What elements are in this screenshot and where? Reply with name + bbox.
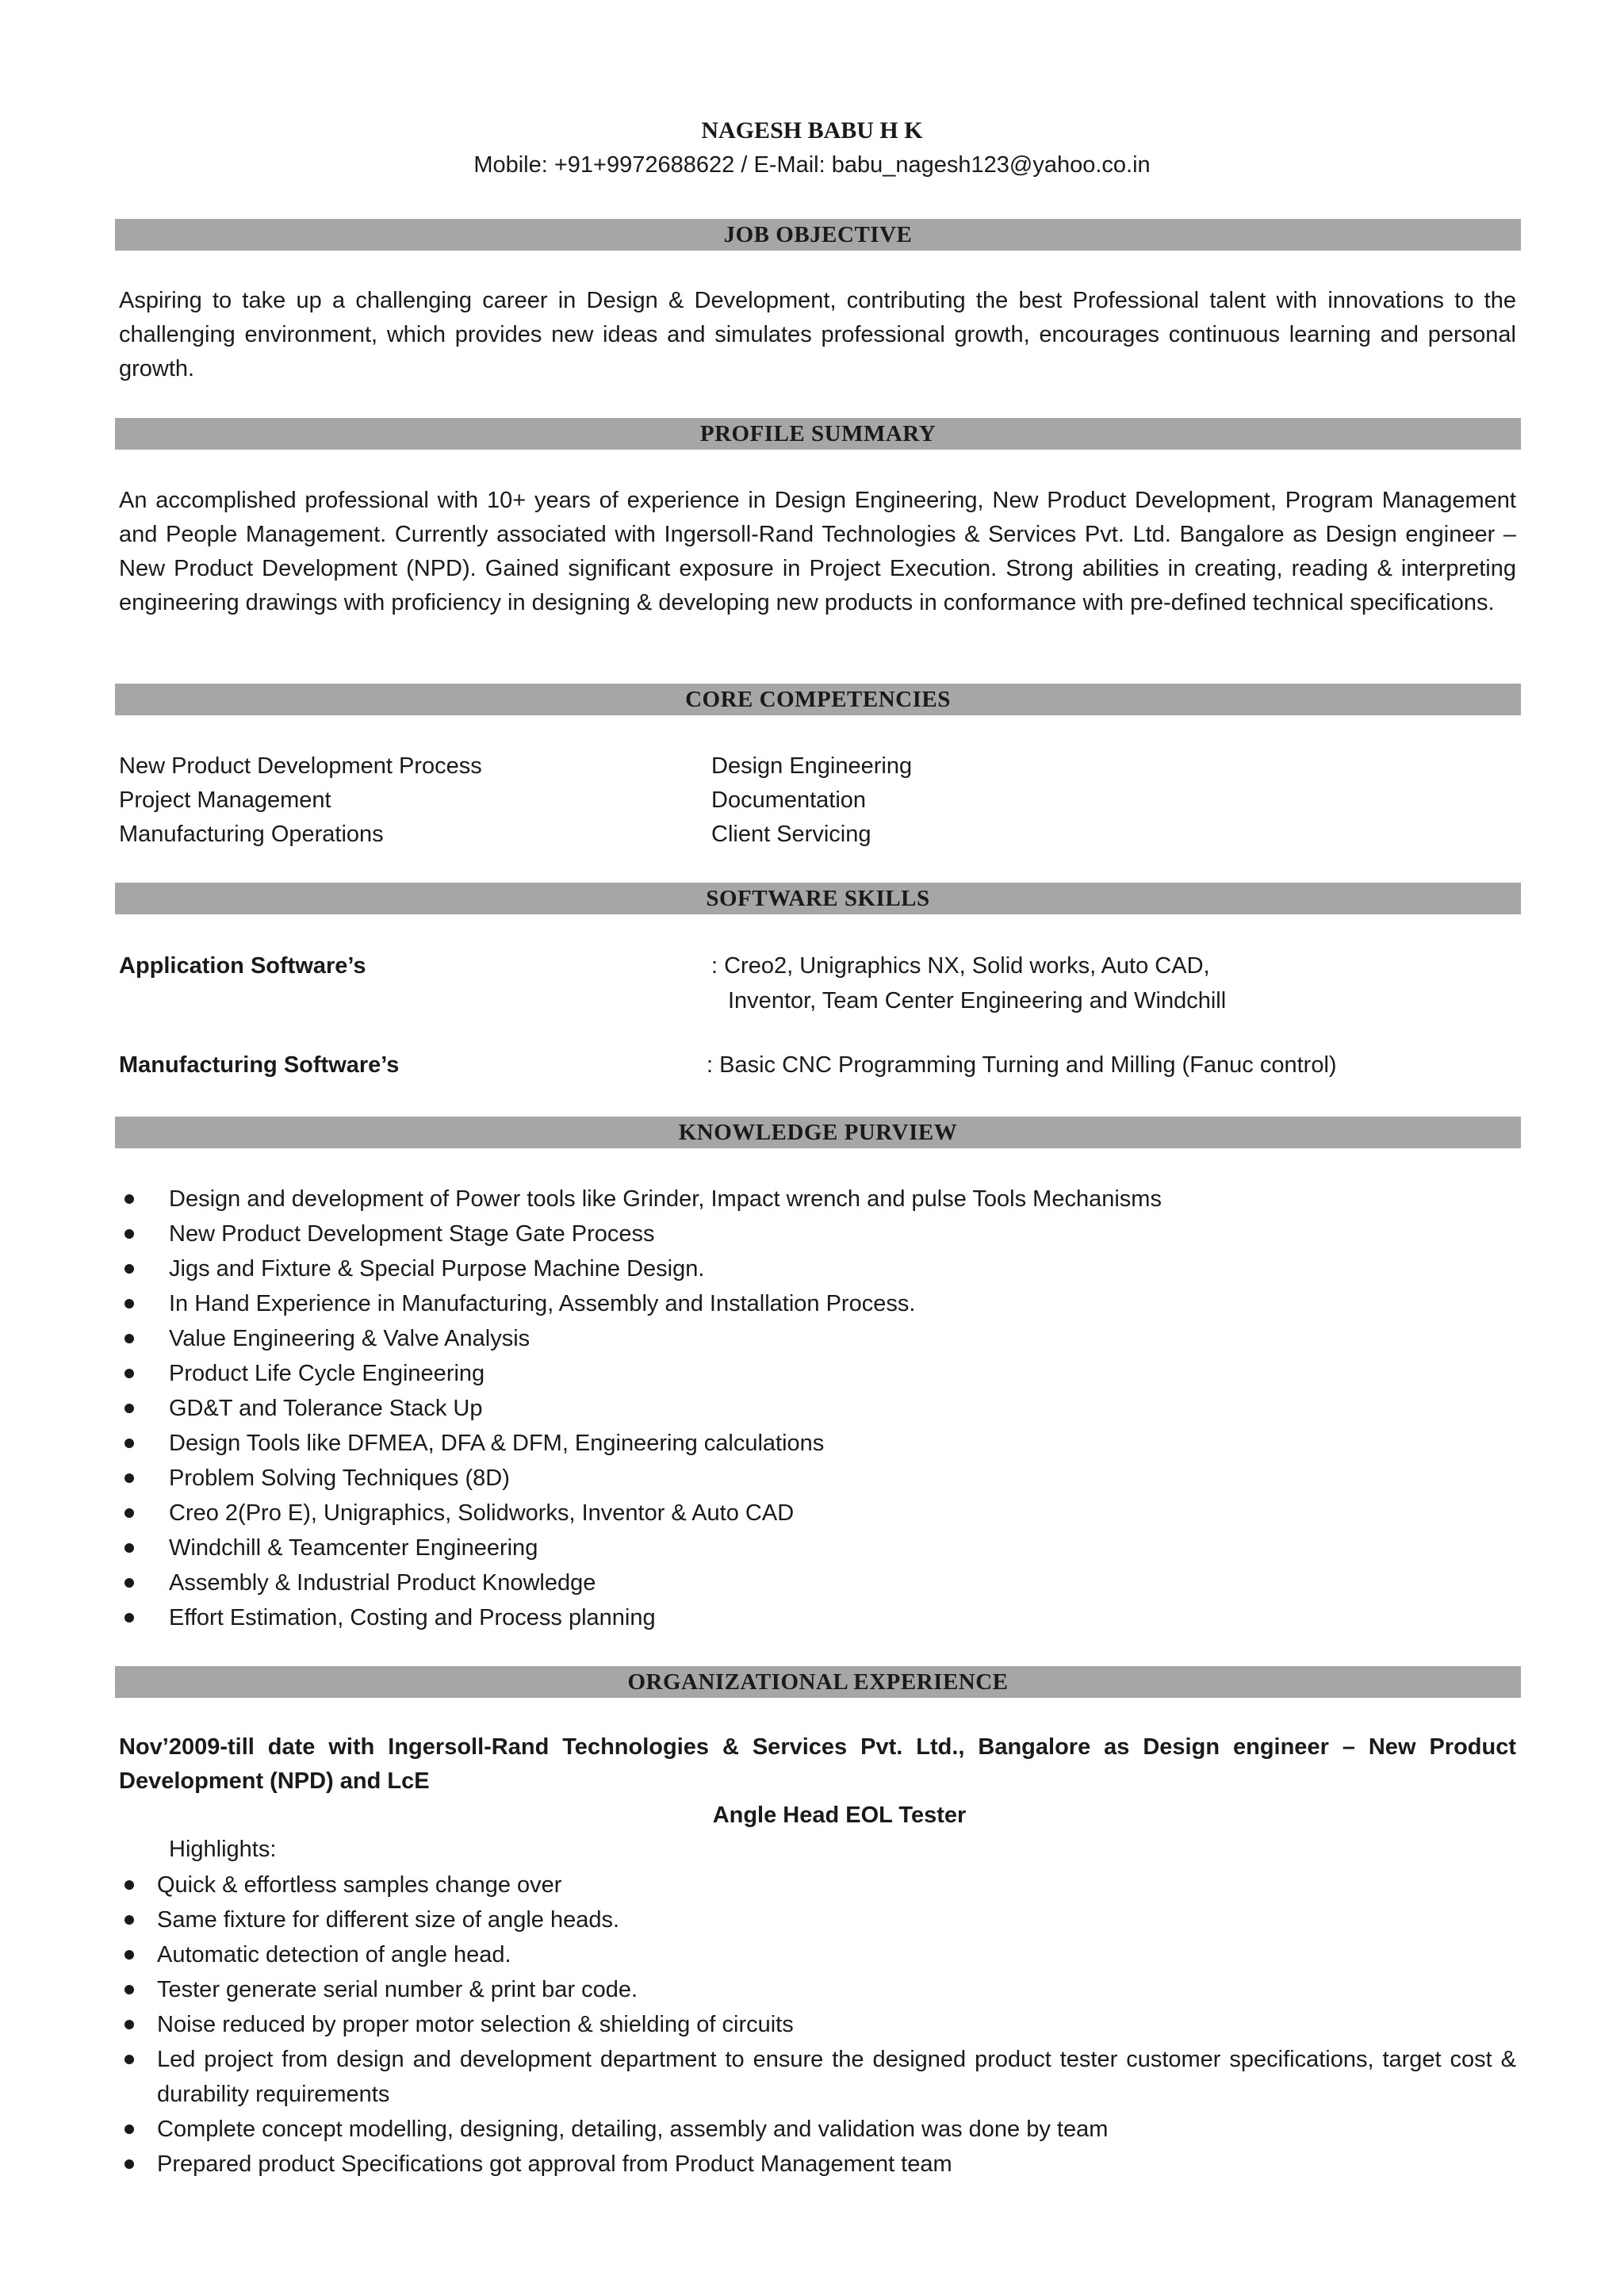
contact-line: Mobile: +91+9972688622 / E-Mail: babu_nagesh123@yahoo.co.in [473, 152, 1151, 178]
bullet-icon [124, 1369, 134, 1378]
list-item: In Hand Experience in Manufacturing, Assembly and Installation Process. [119, 1286, 1516, 1321]
competency-item: Client Servicing [711, 822, 871, 847]
bullet-icon [124, 2125, 134, 2134]
list-item: Problem Solving Techniques (8D) [119, 1461, 1516, 1496]
bullet-icon [124, 1950, 134, 1960]
list-item: Design and development of Power tools like Grinder, Impact wrench and pulse Tools Mechanisms [119, 1182, 1516, 1216]
bullet-icon [124, 1880, 134, 1890]
bullet-icon [124, 2055, 134, 2064]
section-header-job-objective: JOB OBJECTIVE [115, 219, 1521, 251]
bullet-icon [124, 1613, 134, 1623]
list-item: Tester generate serial number & print bar code. [119, 1972, 1516, 2007]
competencies-right-list [711, 749, 1346, 852]
list-item: Quick & effortless samples change over [119, 1868, 1516, 1902]
bullet-icon [124, 1578, 134, 1588]
bullet-icon [124, 1229, 134, 1239]
bullet-icon [124, 1334, 134, 1343]
list-item: GD&T and Tolerance Stack Up [119, 1391, 1516, 1426]
section-header-core-competencies: CORE COMPETENCIES [115, 684, 1521, 715]
candidate-name: NAGESH BABU H K [701, 117, 923, 144]
list-item: Jigs and Fixture & Special Purpose Machine Design. [119, 1251, 1516, 1286]
manufacturing-software-label: Manufacturing Software’s [119, 1052, 400, 1078]
highlights-list [119, 1868, 1516, 2182]
list-item: Same fixture for different size of angle heads. [119, 1902, 1516, 1937]
bullet-icon [124, 2020, 134, 2029]
list-item: Product Life Cycle Engineering [119, 1356, 1516, 1391]
competencies-left-list [119, 749, 690, 852]
competency-item: New Product Development Process [119, 753, 482, 779]
list-item: New Product Development Stage Gate Process [119, 1216, 1516, 1251]
section-header-profile-summary: PROFILE SUMMARY [115, 418, 1521, 450]
section-header-organizational-experience: ORGANIZATIONAL EXPERIENCE [115, 1666, 1521, 1698]
experience-role: Nov’2009-till date with Ingersoll-Rand Technologies & Services Pvt. Ltd., Bangalore as Design engineer – New Product Development (NPD) and LcE [119, 1734, 1516, 1794]
application-software-label: Application Software’s [119, 953, 366, 979]
project-title: Angle Head EOL Tester [712, 1803, 967, 1828]
bullet-icon [124, 1439, 134, 1448]
bullet-icon [124, 2159, 134, 2169]
section-header-software-skills: SOFTWARE SKILLS [115, 883, 1521, 914]
competency-item: Manufacturing Operations [119, 822, 384, 847]
manufacturing-software-value: : Basic CNC Programming Turning and Milling (Fanuc control) [707, 1052, 1337, 1078]
competency-item: Design Engineering [711, 753, 913, 779]
application-software-value: : Creo2, Unigraphics NX, Solid works, Auto CAD, [711, 953, 1210, 979]
list-item: Automatic detection of angle head. [119, 1937, 1516, 1972]
knowledge-list [119, 1182, 1516, 1635]
list-item: Led project from design and development department to ensure the designed product tester customer specifications, target cost & durability requirements [119, 2042, 1516, 2112]
list-item: Design Tools like DFMEA, DFA & DFM, Engineering calculations [119, 1426, 1516, 1461]
bullet-icon [124, 1915, 134, 1925]
list-item: Windchill & Teamcenter Engineering [119, 1531, 1516, 1565]
list-item: Value Engineering & Valve Analysis [119, 1321, 1516, 1356]
profile-summary-text: An accomplished professional with 10+ years of experience in Design Engineering, New Product Development, Program Management and People Management. Currently associated with Ingersoll-Rand Technologies & Services Pvt. Ltd. Bangalore as Design engineer – New Product Development (NPD). Gained significant exposure in Project Execution. Strong abilities in creating, reading & interpreting engineering drawings with proficiency in designing & developing new products in conformance with pre-defined technical specifications. [119, 488, 1516, 615]
job-objective-text: Aspiring to take up a challenging career in Design & Development, contributing the best Professional talent with innovations to the challenging environment, which provides new ideas and simulates professional growth, encourages continuous learning and personal growth. [119, 288, 1516, 381]
competency-item: Project Management [119, 787, 331, 813]
bullet-icon [124, 1985, 134, 1994]
bullet-icon [124, 1508, 134, 1518]
list-item: Noise reduced by proper motor selection & shielding of circuits [119, 2007, 1516, 2042]
list-item: Complete concept modelling, designing, detailing, assembly and validation was done by team [119, 2112, 1516, 2147]
application-software-value-cont: Inventor, Team Center Engineering and Windchill [728, 988, 1227, 1013]
bullet-icon [124, 1473, 134, 1483]
bullet-icon [124, 1404, 134, 1413]
bullet-icon [124, 1264, 134, 1274]
bullet-icon [124, 1543, 134, 1553]
list-item: Assembly & Industrial Product Knowledge [119, 1565, 1516, 1600]
list-item: Effort Estimation, Costing and Process planning [119, 1600, 1516, 1635]
bullet-icon [124, 1194, 134, 1204]
list-item: Prepared product Specifications got approval from Product Management team [119, 2147, 1516, 2182]
competency-item: Documentation [711, 787, 867, 813]
list-item: Creo 2(Pro E), Unigraphics, Solidworks, Inventor & Auto CAD [119, 1496, 1516, 1531]
highlights-label: Highlights: [169, 1837, 277, 1862]
section-header-knowledge-purview: KNOWLEDGE PURVIEW [115, 1117, 1521, 1148]
bullet-icon [124, 1299, 134, 1308]
